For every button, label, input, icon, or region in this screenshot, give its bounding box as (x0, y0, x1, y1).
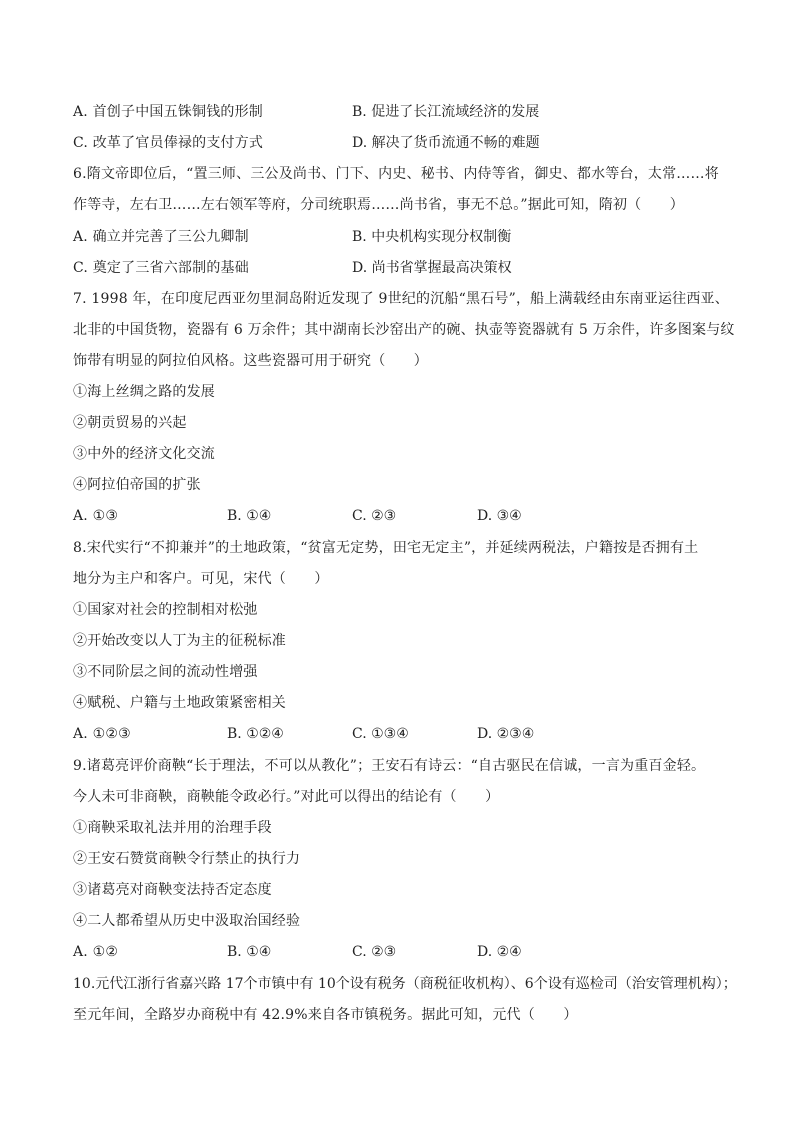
q9-option-b: B. ①④ (227, 944, 272, 960)
q8-stem-line1: 8.宋代实行“不抑兼并”的土地政策，“贫富无定势，田宅无定主”，并延续两税法，户籍按是否拥有土 (73, 540, 699, 556)
q6-option-a: A. 确立并完善了三公九卿制 (73, 229, 249, 245)
q10-stem-line2: 至元年间，全路岁办商税中有 42.9%来自各市镇税务。据此可知，元代（ ） (73, 1007, 578, 1023)
q8-item-4: ④赋税、户籍与土地政策紧密相关 (73, 695, 286, 711)
q7-option-d: D. ③④ (477, 508, 522, 524)
q8-item-1: ①国家对社会的控制相对松弛 (73, 602, 258, 618)
q9-item-4: ④二人都希望从历史中汲取治国经验 (73, 913, 301, 929)
q9-item-3: ③诸葛亮对商鞅变法持否定态度 (73, 882, 272, 898)
q6-option-b: B. 中央机构实现分权制衡 (352, 229, 512, 245)
q8-option-d: D. ②③④ (477, 726, 535, 742)
q7-item-2: ②朝贡贸易的兴起 (73, 415, 187, 431)
q7-item-4: ④阿拉伯帝国的扩张 (73, 477, 201, 493)
q8-item-3: ③不同阶层之间的流动性增强 (73, 664, 258, 680)
q5-option-d: D. 解决了货币流通不畅的难题 (352, 135, 540, 151)
q7-option-a: A. ①③ (73, 508, 119, 524)
q7-option-c: C. ②③ (352, 508, 397, 524)
q7-stem-line3: 饰带有明显的阿拉伯风格。这些瓷器可用于研究（ ） (73, 353, 428, 369)
q6-stem-line2: 作等寺，左右卫……左右领军等府，分司统职焉……尚书省，事无不总。”据此可知，隋初（ ） (73, 197, 684, 213)
q10-stem-line1: 10.元代江浙行省嘉兴路 17个市镇中有 10个设有税务（商税征收机构）、6个设有巡检司（治安管理机构）； (73, 976, 737, 992)
q9-stem-line2: 今人未可非商鞅，商鞅能令政必行。”对此可以得出的结论有（ ） (73, 789, 500, 805)
q7-option-b: B. ①④ (227, 508, 272, 524)
q5-option-a: A. 首创子中国五铢铜钱的形制 (73, 104, 264, 120)
q9-option-c: C. ②③ (352, 944, 397, 960)
q8-stem-line2: 地分为主户和客户。可见，宋代（ ） (73, 571, 329, 587)
q5-option-c: C. 改革了官员俸禄的支付方式 (73, 135, 264, 151)
q7-stem-line1: 7. 1998 年，在印度尼西亚勿里洞岛附近发现了 9世纪的沉船“黑石号”，船上满载经由东南亚运往西亚、 (73, 291, 729, 307)
q9-item-2: ②王安石赞赏商鞅令行禁止的执行力 (73, 851, 301, 867)
q7-item-3: ③中外的经济文化交流 (73, 446, 215, 462)
q8-option-c: C. ①③④ (352, 726, 409, 742)
q6-option-c: C. 奠定了三省六部制的基础 (73, 260, 249, 276)
q5-option-b: B. 促进了长江流域经济的发展 (352, 104, 540, 120)
q8-item-2: ②开始改变以人丁为主的征税标准 (73, 633, 286, 649)
q7-stem-line2: 北非的中国货物，瓷器有 6 万余件；其中湖南长沙窑出产的碗、执壶等瓷器就有 5 万余件，许多图案与纹 (73, 322, 735, 338)
q8-option-a: A. ①②③ (73, 726, 131, 742)
q9-stem-line1: 9.诸葛亮评价商鞅“长于理法，不可以从教化”；王安石有诗云：“自古驱民在信诚，一言为重百金轻。 (73, 758, 706, 774)
q9-option-d: D. ②④ (477, 944, 522, 960)
q8-option-b: B. ①②④ (227, 726, 284, 742)
q6-option-d: D. 尚书省掌握最高决策权 (352, 260, 512, 276)
q9-option-a: A. ①② (73, 944, 119, 960)
q7-item-1: ①海上丝绸之路的发展 (73, 384, 215, 400)
q9-item-1: ①商鞅采取礼法并用的治理手段 (73, 820, 272, 836)
q6-stem-line1: 6.隋文帝即位后，“置三师、三公及尚书、门下、内史、秘书、内侍等省，御史、都水等台，太常……将 (73, 166, 719, 182)
